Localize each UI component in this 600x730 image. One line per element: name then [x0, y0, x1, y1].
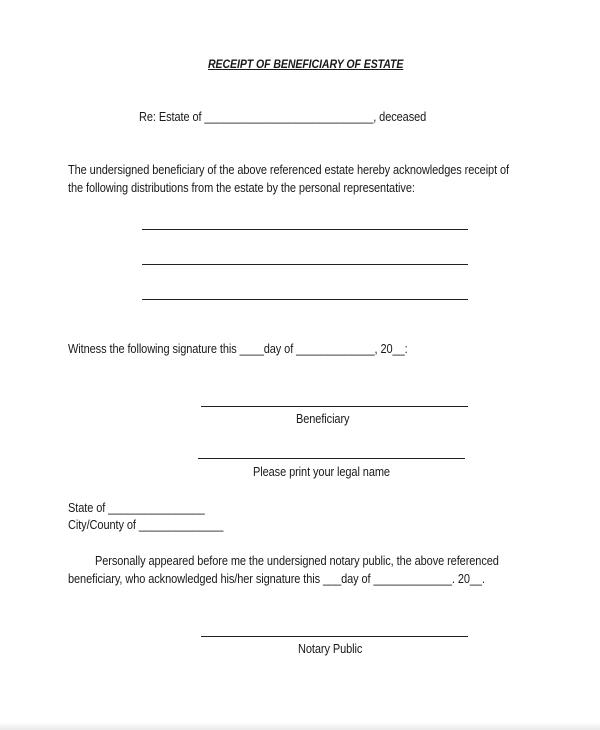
legal-name-line	[198, 458, 465, 459]
distribution-line-1	[142, 229, 468, 230]
notary-line-1: Personally appeared before me the undersigned notary public, the above referenced	[95, 554, 499, 568]
state-line: State of ________________	[68, 501, 205, 515]
document-title: RECEIPT OF BENEFICIARY OF ESTATE	[208, 57, 404, 71]
distribution-line-2	[142, 264, 468, 265]
county-line: City/County of ______________	[68, 518, 224, 532]
page-bottom-edge	[0, 722, 600, 730]
intro-line-2: the following distributions from the estate by the personal representative:	[68, 181, 415, 195]
beneficiary-signature-line	[201, 406, 468, 407]
print-name-label: Please print your legal name	[253, 465, 390, 479]
distribution-line-3	[142, 299, 468, 300]
estate-line: Re: Estate of ____________________________, deceased	[139, 110, 427, 124]
notary-public-label: Notary Public	[298, 642, 363, 656]
intro-line-1: The undersigned beneficiary of the above referenced estate hereby acknowledges receipt of	[68, 163, 510, 177]
notary-signature-line	[201, 636, 468, 637]
witness-line: Witness the following signature this ____day of _____________, 20__:	[68, 342, 408, 356]
notary-line-2: beneficiary, who acknowledged his/her signature this ___day of _____________. 20__.	[68, 572, 485, 586]
beneficiary-label: Beneficiary	[296, 412, 350, 426]
